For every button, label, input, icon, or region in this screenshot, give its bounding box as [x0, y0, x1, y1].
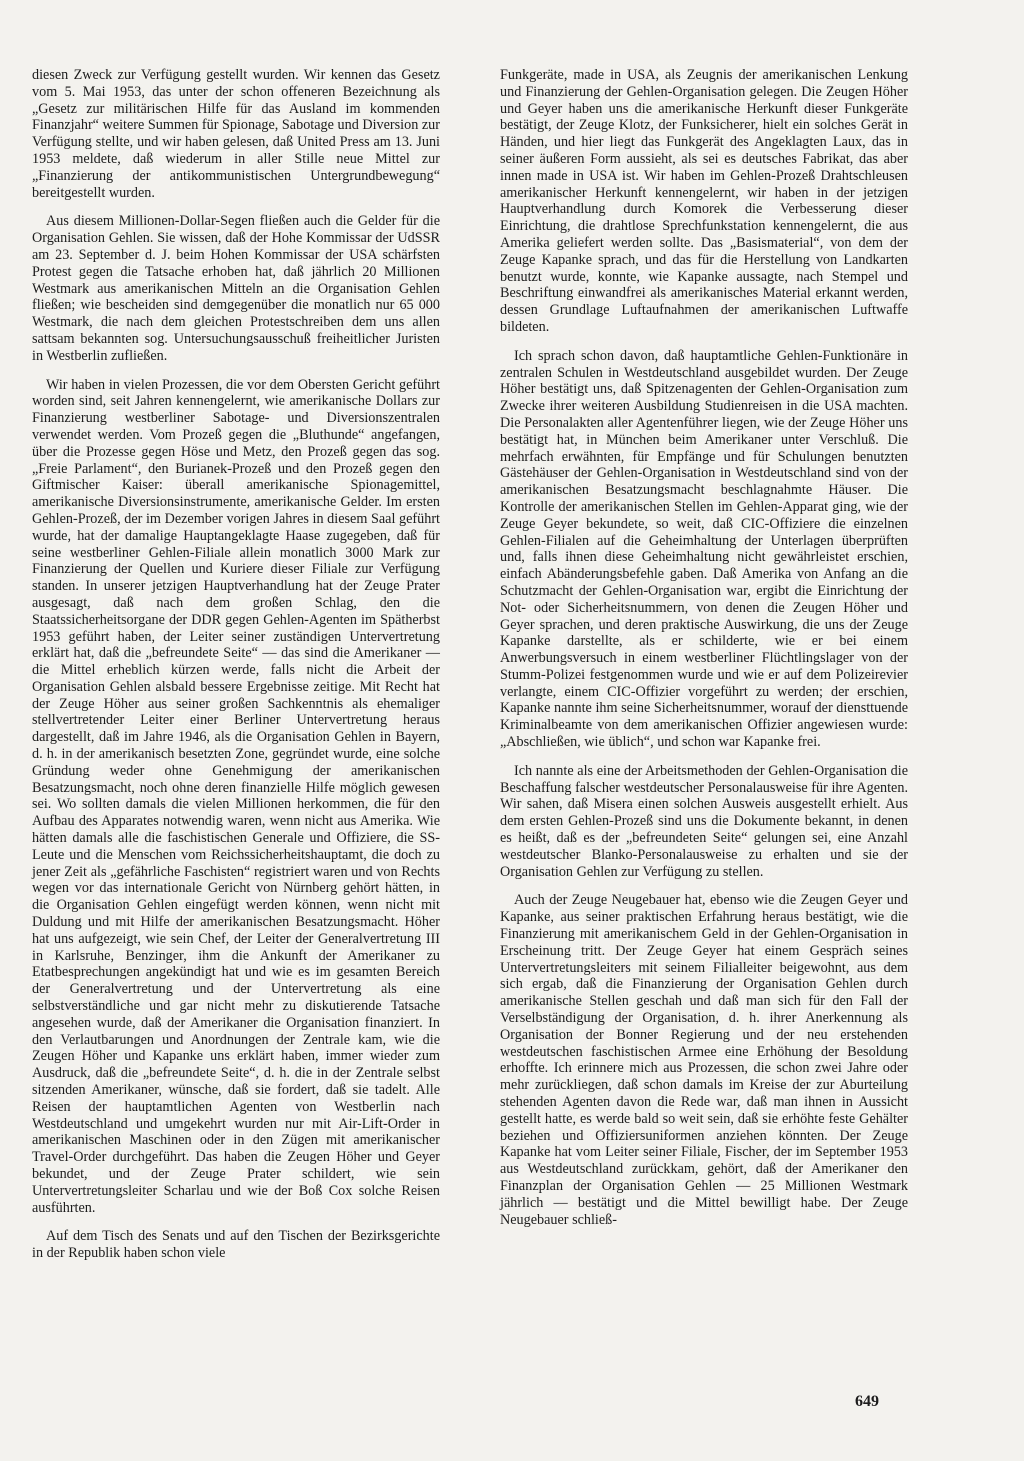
right-text-column: [500, 67, 908, 1240]
page-number: 649: [855, 1393, 879, 1410]
paragraph: Wir haben in vielen Prozessen, die vor dem Obersten Gericht geführt worden sind, seit Jahren kennengelernt, wie amerikanische Dollars zur Finanzierung westberliner Sabotage- und Diversionszentralen verwendet werden. Vom Prozeß gegen die „Bluthunde“ angefangen, über die Prozesse gegen Höse und Metz, den Prozeß gegen das sog. „Freie Parlament“, den Burianek-Prozeß und den Prozeß gegen den Giftmischer Kaiser: überall amerikanische Spionagemittel, amerikanische Diversionsinstrumente, amerikanische Gelder. Im ersten Gehlen-Prozeß, der im Dezember vorigen Jahres in diesem Saal geführt wurde, hat der damalige Hauptangeklagte Haase zugegeben, daß für seine westberliner Gehlen-Filiale allein monatlich 3000 Mark zur Finanzierung der Quellen und Kuriere dieser Filiale zur Verfügung standen. In unserer jetzigen Hauptverhandlung hat der Zeuge Prater ausgesagt, daß nach dem großen Schlag, den die Staatssicherheitsorgane der DDR gegen Gehlen-Agenten im Spätherbst 1953 geführt haben, der Leiter seiner zuständigen Untervertretung erklärt hat, daß die „befreundete Seite“ — das sind die Amerikaner — die Mittel erheblich kürzen werde, falls nicht die Arbeit der Organisation Gehlen alsbald bessere Ergebnisse zeitige. Mit Recht hat der Zeuge Höher aus seiner großen Sachkenntnis als ehemaliger stellvertretender Leiter einer Berliner Untervertretung heraus dargestellt, daß im Jahre 1946, als die Organisation Gehlen in Bayern, d. h. in der amerikanisch besetzten Zone, gegründet wurde, eine solche Gründung weder ohne Genehmigung der amerikanischen Besatzungsmacht, noch ohne deren finanzielle Hilfe möglich gewesen sei. Wo sollten damals die vielen Millionen herkommen, die für den Aufbau des Apparates notwendig waren, wenn nicht aus Amerika. Wie hätten damals alle die faschistischen Generale und Offiziere, die SS-Leute und die Menschen vom Reichssicherheitshauptamt, die doch zu jener Zeit als „gefährliche Faschisten“ registriert waren und von Rechts wegen vor das internationale Gericht von Nürnberg gehört hätten, in die Organisation Gehlen eingefügt werden können, wenn nicht mit Duldung und mit Hilfe der amerikanischen Besatzungsmacht. Höher hat uns aufgezeigt, wie sein Chef, der Leiter der Generalvertretung III in Karlsruhe, Benzinger, ihm die Ankunft der Amerikaner zu Etatbesprechungen angekündigt hat und wie es im gesamten Bereich der Generalvertretung und der Untervertretung als eine selbstverständliche und gar nicht mehr zu diskutierende Tatsache angesehen wurde, daß der Amerikaner die Organisation finanziert. In den Verlautbarungen und Anordnungen der Zentrale kam, wie die Zeugen Höher und Kapanke uns erklärt haben, immer wieder zum Ausdruck, daß die „befreundete Seite“, d. h. die in der Zentrale selbst sitzenden Amerikaner, wünsche, daß sie fordert, daß sie tadelt. Alle Reisen der hauptamtlichen Agenten von Westberlin nach Westdeutschland und umgekehrt wurden nur mit Air-Lift-Order in amerikanischen Maschinen oder in den Zügen mit amerikanischer Travel-Order durchgeführt. Das haben die Zeugen Höher und Geyer bekundet, und der Zeuge Prater schildert, wie sein Untervertretungsleiter Scharlau und wie der Boß Cox solche Reisen ausführten.: [32, 376, 440, 1216]
paragraph: Aus diesem Millionen-Dollar-Segen fließen auch die Gelder für die Organisation Gehlen. Sie wissen, daß der Hohe Kommissar der UdSSR am 23. September d. J. beim Hohen Kommissar der USA schärfsten Protest gegen die Tatsache erhoben hat, daß jährlich 20 Millionen Westmark aus amerikanischen Mitteln an die Organisation Gehlen fließen; wie bescheiden sind demgegenüber die monatlich nur 65 000 Westmark, die nach dem gleichen Protestschreiben dem uns allen sattsam bekannten sog. Untersuchungsausschuß freiheitlicher Juristen in Westberlin zufließen.: [32, 213, 440, 364]
paragraph: Ich sprach schon davon, daß hauptamtliche Gehlen-Funktionäre in zentralen Schulen in Westdeutschland ausgebildet wurden. Der Zeuge Höher bestätigt uns, daß Spitzenagenten der Gehlen-Organisation zum Zwecke ihrer weiteren Ausbildung Studienreisen in die USA machten. Die Personalakten aller Agentenführer liegen, wie der Zeuge Höher uns bestätigt hat, in München beim Amerikaner unter Verschluß. Die mehrfach erwähnten, für Empfänge und für Schulungen benutzten Gästehäuser der Gehlen-Organisation in Westdeutschland sind von der amerikanischen Besatzungsmacht beschlagnahmte Häuser. Die Kontrolle der amerikanischen Stellen im Gehlen-Apparat ging, wie der Zeuge Geyer bekundete, so weit, daß CIC-Offiziere die einzelnen Gehlen-Filialen auf die Geheimhaltung der Unterlagen überprüften und, falls ihnen diese Geheimhaltung nicht gewährleistet erschien, einfach Abänderungsbefehle gaben. Daß Amerika von Anfang an die Schutzmacht der Gehlen-Organisation war, ergibt die Einrichtung der Not- oder Sicherheitsnummern, von denen die Zeugen Höher und Geyer sprachen, und deren praktische Auswirkung, die uns der Zeuge Kapanke darstellte, als er schilderte, wie er bei einem Anwerbungsversuch in einem westberliner Flüchtlingslager von der Stumm-Polizei festgenommen wurde und wie er auf dem Polizeirevier verlangte, einem CIC-Offizier vorgeführt zu werden; der erschien, Kapanke nannte ihm seine Sicherheitsnummer, worauf der diensttuende Kriminalbeamte von dem amerikanischen Offizier angewiesen wurde: „Abschließen, wie üblich“, und schon war Kapanke frei.: [500, 347, 908, 751]
paragraph: diesen Zweck zur Verfügung gestellt wurden. Wir kennen das Gesetz vom 5. Mai 1953, das unter der schon offeneren Bezeichnung als „Gesetz zur militärischen Hilfe für das Ausland im kommenden Finanzjahr“ weitere Summen für Spionage, Sabotage und Diversion zur Verfügung stellte, und wir haben gelesen, daß United Press am 13. Juni 1953 meldete, daß wiederum in aller Stille neue Mittel zur „Finanzierung der antikommunistischen Untergrundbewegung“ bereitgestellt wurden.: [32, 67, 440, 201]
paragraph: Funkgeräte, made in USA, als Zeugnis der amerikanischen Lenkung und Finanzierung der Gehlen-Organisation gelegen. Die Zeugen Höher und Geyer haben uns die amerikanische Herkunft dieser Funkgeräte bestätigt, der Zeuge Klotz, der Funksicherer, hielt ein solches Gerät in Händen, und hier liegt das Funkgerät des Angeklagten Laux, das in seiner äußeren Form aussieht, als sei es deutsches Fabrikat, das aber innen made in USA ist. Wir haben im Gehlen-Prozeß Drahtschleusen amerikanischer Herkunft kennengelernt, wir haben in der jetzigen Hauptverhandlung durch Komorek die Verbesserung dieser Einrichtung, die drahtlose Sprechfunkstation kennengelernt, die aus Amerika geliefert werden sollte. Das „Basismaterial“, von dem der Zeuge Kapanke sprach, und das für die Herstellung von Landkarten benutzt wurde, konnte, wie Kapanke aussagte, nach Stempel und Beschriftung einwandfrei als amerikanisches Material erkannt werden, dessen Grundlage Luftaufnahmen der amerikanischen Luftwaffe bildeten.: [500, 67, 908, 335]
paragraph: Auch der Zeuge Neugebauer hat, ebenso wie die Zeugen Geyer und Kapanke, aus seiner praktischen Erfahrung heraus bestätigt, wie die Finanzierung mit amerikanischem Geld in der Gehlen-Organisation in Erscheinung tritt. Der Zeuge Geyer hat einem Gespräch seines Untervertretungsleiters mit seinem Filialleiter beigewohnt, aus dem sich ergab, daß die Finanzierung der Organisation Gehlen durch amerikanische Stellen geschah und daß man sich für den Fall der Verselbständigung der Organisation, d. h. ihrer Anerkennung als Organisation der Bonner Regierung und der neu erstehenden westdeutschen faschistischen Armee eine Erhöhung der Besoldung erhoffte. Ich erinnere mich aus Prozessen, die schon zwei Jahre oder mehr zurückliegen, daß schon damals im Kreise der zur Aburteilung stehenden Agenten davon die Rede war, daß man ihnen in Aussicht gestellt hatte, es werde bald so weit sein, daß sie erhöhte feste Gehälter beziehen und Offiziersuniformen anziehen könnten. Der Zeuge Kapanke hat vom Leiter seiner Filiale, Fischer, der im September 1953 aus Westdeutschland zurückkam, gehört, daß der Amerikaner den Finanzplan der Organisation Gehlen — 25 Millionen Westmark jährlich — bestätigt und die Mittel bewilligt habe. Der Zeuge Neugebauer schließ-: [500, 892, 908, 1228]
left-text-column: [32, 67, 440, 1274]
paragraph: Auf dem Tisch des Senats und auf den Tischen der Bezirksgerichte in der Republik haben schon viele: [32, 1228, 440, 1262]
paragraph: Ich nannte als eine der Arbeitsmethoden der Gehlen-Organisation die Beschaffung falscher westdeutscher Personalausweise für ihre Agenten. Wir sahen, daß Misera einen solchen Ausweis ausgestellt erhielt. Aus dem ersten Gehlen-Prozeß sind uns die Dokumente bekannt, in denen es heißt, daß es der „befreundeten Seite“ gelungen sei, eine Anzahl westdeutscher Blanko-Personalausweise zu erhalten und sie der Organisation Gehlen zur Verfügung zu stellen.: [500, 762, 908, 880]
